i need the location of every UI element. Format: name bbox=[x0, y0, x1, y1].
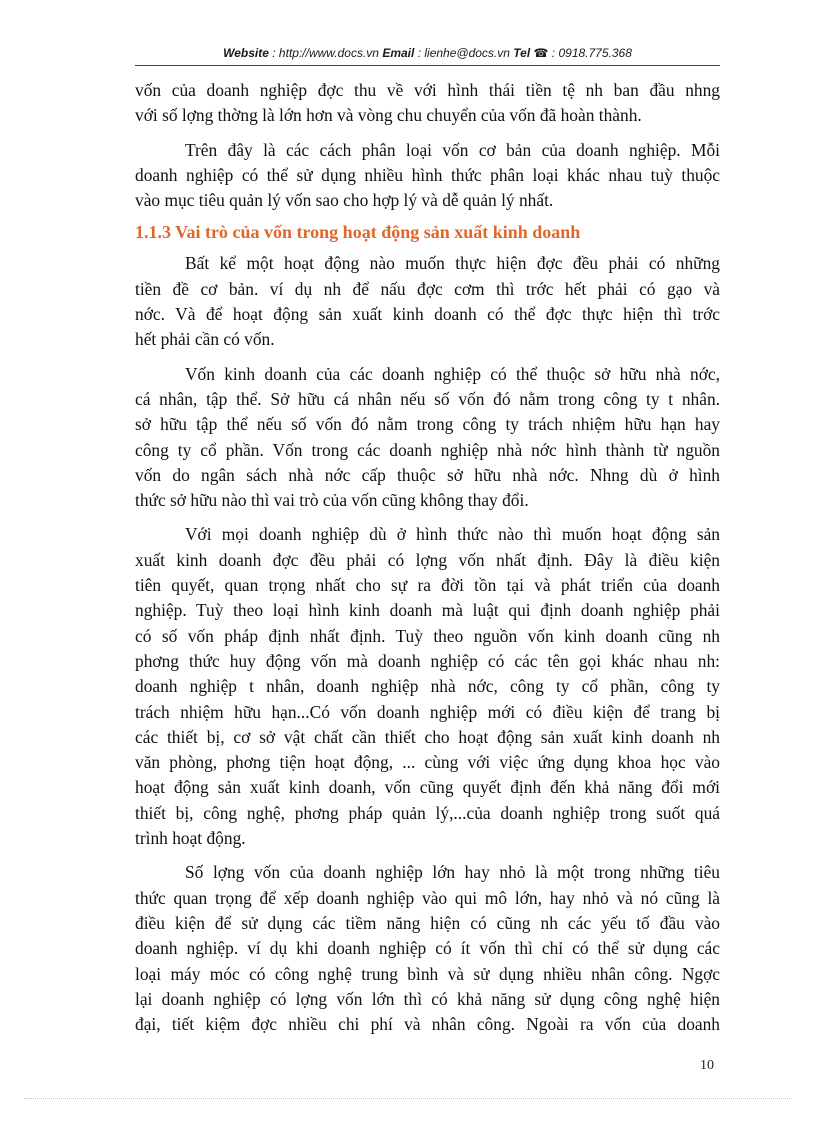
text-line: lại doanh nghiệp có lợng vốn lớn thì có khả năng sử dụng công nghệ hiện bbox=[135, 988, 720, 1009]
text-line: thức quan trọng để xếp doanh nghiệp vào qui mô lớn, hay nhỏ và nó cũng là bbox=[135, 887, 720, 908]
website-value: : http://www.docs.vn bbox=[272, 46, 379, 60]
text-line: vào mục tiêu quản lý vốn sao cho hợp lý và dễ quản lý nhất. bbox=[135, 190, 554, 211]
paragraph bbox=[135, 362, 720, 514]
text-line: văn phòng, phơng tiện hoạt động, ... cùng với việc ứng dụng khoa học vào bbox=[135, 752, 720, 773]
text-line: nớc. Và để hoạt động sản xuất kinh doanh có thể đợc thực hiện thì trớc bbox=[135, 304, 720, 325]
text-line: Trên đây là các cách phân loại vốn cơ bản của doanh nghiệp. Mỗi bbox=[185, 139, 720, 160]
text-line: doanh nghiệp. ví dụ khi doanh nghiệp có ít vốn thì chỉ có thể sử dụng các bbox=[135, 938, 720, 959]
text-line: nghiệp. Tuỳ theo loại hình kinh doanh mà luật qui định doanh nghiệp phải bbox=[135, 600, 720, 621]
text-line: đại, tiết kiệm đợc nhiều chi phí và nhân công. Ngoài ra vốn của doanh bbox=[135, 1014, 720, 1035]
text-line: hết phải cần có vốn. bbox=[135, 329, 275, 350]
text-line: công ty cổ phần. Vốn trong các doanh nghiệp nhà nớc hình thành từ nguồn bbox=[135, 439, 720, 460]
text-line: phơng thức huy động vốn mà doanh nghiệp có các tên gọi khác nhau nh: bbox=[135, 650, 720, 671]
text-line: xuất kinh doanh đợc đều phải có lợng vốn nhất định. Đây là điều kiện bbox=[135, 549, 720, 570]
text-line: hoạt động sản xuất kinh doanh, vốn cũng quyết định đến khả năng đổi mới bbox=[135, 777, 720, 798]
text-line: Bất kể một hoạt động nào muốn thực hiện đợc đều phải có những bbox=[185, 253, 720, 274]
text-line: Với mọi doanh nghiệp dù ở hình thức nào thì muốn hoạt động sản bbox=[185, 524, 720, 545]
paragraph bbox=[135, 138, 720, 214]
text-line: trách nhiệm hữu hạn...Có vốn doanh nghiệp mới có điều kiện để trang bị bbox=[135, 701, 720, 722]
tel-value: ☎ : 0918.775.368 bbox=[533, 46, 632, 60]
header-rule bbox=[135, 65, 720, 66]
text-line: trình hoạt động. bbox=[135, 828, 246, 849]
paragraph bbox=[135, 522, 720, 851]
text-line: điều kiện để sử dụng các tiềm năng hiện có cũng nh các yếu tố đầu vào bbox=[135, 912, 720, 933]
text-line: thiết bị, công nghệ, phơng pháp quản lý,...của doanh nghiệp trong suốt quá bbox=[135, 802, 720, 823]
paragraph bbox=[135, 860, 720, 1037]
text-line: với số lợng thờng là lớn hơn và vòng chu chuyển của vốn đã hoàn thành. bbox=[135, 105, 642, 126]
page-number: 10 bbox=[700, 1058, 714, 1073]
email-value: : lienhe@docs.vn bbox=[417, 46, 510, 60]
text-line: có số vốn pháp định nhất định. Tuỳ theo nguồn vốn kinh doanh cũng nh bbox=[135, 625, 720, 646]
website-label: Website bbox=[223, 46, 269, 60]
text-line: Vốn kinh doanh của các doanh nghiệp có thể thuộc sở hữu nhà nớc, bbox=[185, 363, 720, 384]
paragraph bbox=[135, 78, 720, 129]
text-line: vốn do ngân sách nhà nớc cấp thuộc sở hữu nhà nớc. Nhng dù ở hình bbox=[135, 464, 720, 485]
text-line: doanh nghiệp t nhân, doanh nghiệp nhà nớc, công ty cổ phần, công ty bbox=[135, 676, 720, 697]
tel-label: Tel bbox=[513, 46, 531, 60]
text-line: doanh nghiệp có thể sử dụng nhiều hình thức phân loại khác nhau tuỳ thuộc bbox=[135, 164, 720, 185]
text-line: sở hữu tập thể nếu số vốn đó nằm trong công ty trách nhiệm hữu hạn hay bbox=[135, 414, 720, 435]
section-heading: 1.1.3 Vai trò của vốn trong hoạt động sản xuất kinh doanh bbox=[135, 222, 581, 243]
text-line: Số lợng vốn của doanh nghiệp lớn hay nhỏ là một trong những tiêu bbox=[185, 862, 720, 883]
paragraph bbox=[135, 251, 720, 352]
text-line: tiền đề cơ bản. ví dụ nh để nấu đợc cơm thì trớc hết phải có gạo và bbox=[135, 278, 720, 299]
text-line: cá nhân, tập thể. Sở hữu cá nhân nếu số vốn đó nằm trong công ty t nhân. bbox=[135, 388, 720, 409]
text-line: thức sở hữu nào thì vai trò của vốn cũng không thay đổi. bbox=[135, 490, 529, 511]
email-label: Email bbox=[382, 46, 415, 60]
text-line: tiên quyết, quan trọng nhất cho sự ra đời tồn tại và phát triển của doanh bbox=[135, 575, 720, 596]
text-line: các thiết bị, cơ sở vật chất cần thiết cho hoạt động sản xuất kinh doanh nh bbox=[135, 726, 720, 747]
page-bottom-border bbox=[24, 1098, 792, 1099]
page-header bbox=[135, 46, 720, 60]
text-line: vốn của doanh nghiệp đợc thu về với hình thái tiền tệ nh ban đầu nhng bbox=[135, 80, 720, 100]
document-body bbox=[135, 78, 720, 1037]
text-line: loại máy móc có công nghệ trung bình và sử dụng nhiều nhân công. Ngợc bbox=[135, 963, 720, 984]
